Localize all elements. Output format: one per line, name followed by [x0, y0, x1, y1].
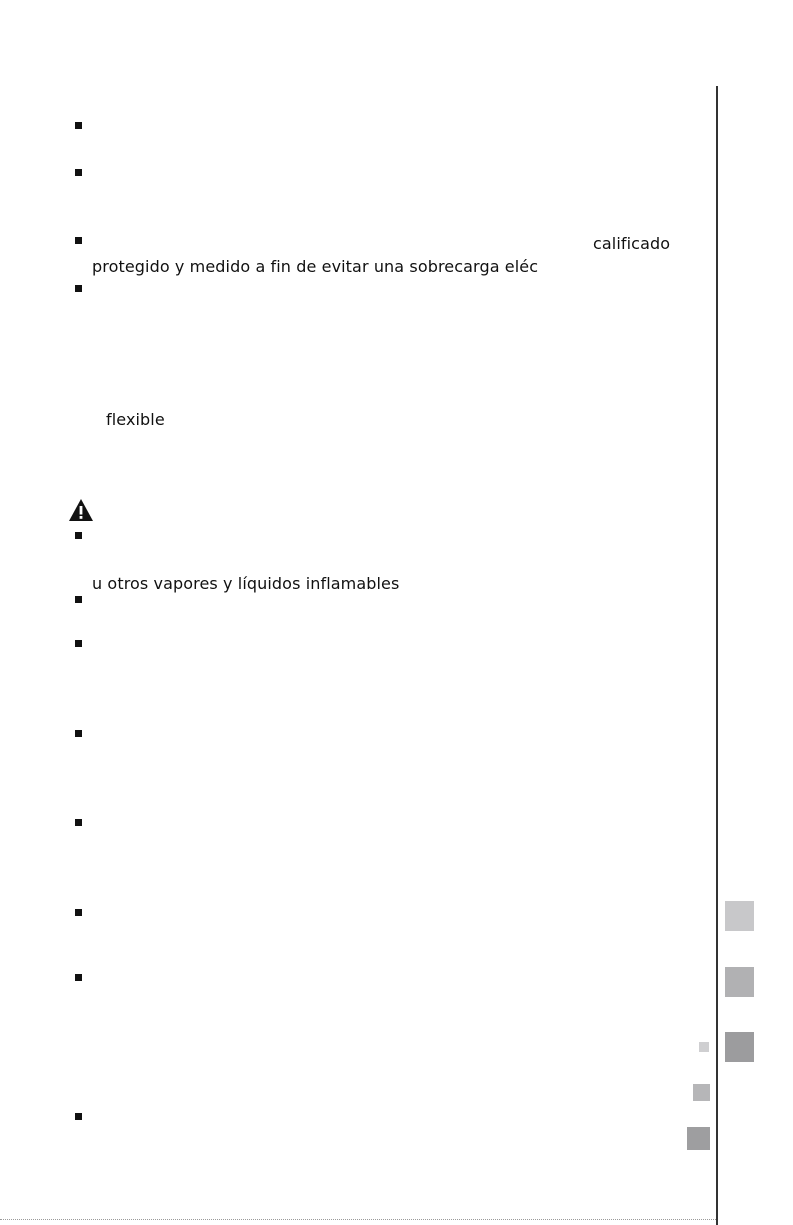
text-fragment-calificado: calificado: [593, 234, 671, 253]
bottom-dotted-rule: [0, 1219, 716, 1220]
square-bullet-icon: [75, 819, 82, 826]
square-bullet-icon: [75, 974, 82, 981]
square-bullet-icon: [75, 122, 82, 129]
square-bullet-icon: [75, 909, 82, 916]
square-bullet-icon: [75, 596, 82, 603]
section-tab-1: [725, 901, 754, 931]
square-bullet-icon: [75, 730, 82, 737]
text-fragment-flexible: flexible: [106, 410, 165, 429]
section-tab-2: [725, 967, 754, 997]
section-tab-3: [725, 1032, 754, 1062]
square-bullet-icon: [75, 1113, 82, 1120]
gray-square-small: [699, 1042, 709, 1052]
text-fragment-protegido: protegido y medido a fin de evitar una sobrecarga eléc: [92, 257, 539, 276]
square-bullet-icon: [75, 169, 82, 176]
square-bullet-icon: [75, 532, 82, 539]
square-bullet-icon: [75, 237, 82, 244]
margin-vertical-rule: [716, 86, 718, 1225]
square-bullet-icon: [75, 285, 82, 292]
gray-square-medium: [693, 1084, 710, 1101]
text-fragment-vapores: u otros vapores y líquidos inflamables: [92, 574, 400, 593]
gray-square-large: [687, 1127, 710, 1150]
square-bullet-icon: [75, 640, 82, 647]
warning-triangle-icon: [68, 498, 94, 522]
